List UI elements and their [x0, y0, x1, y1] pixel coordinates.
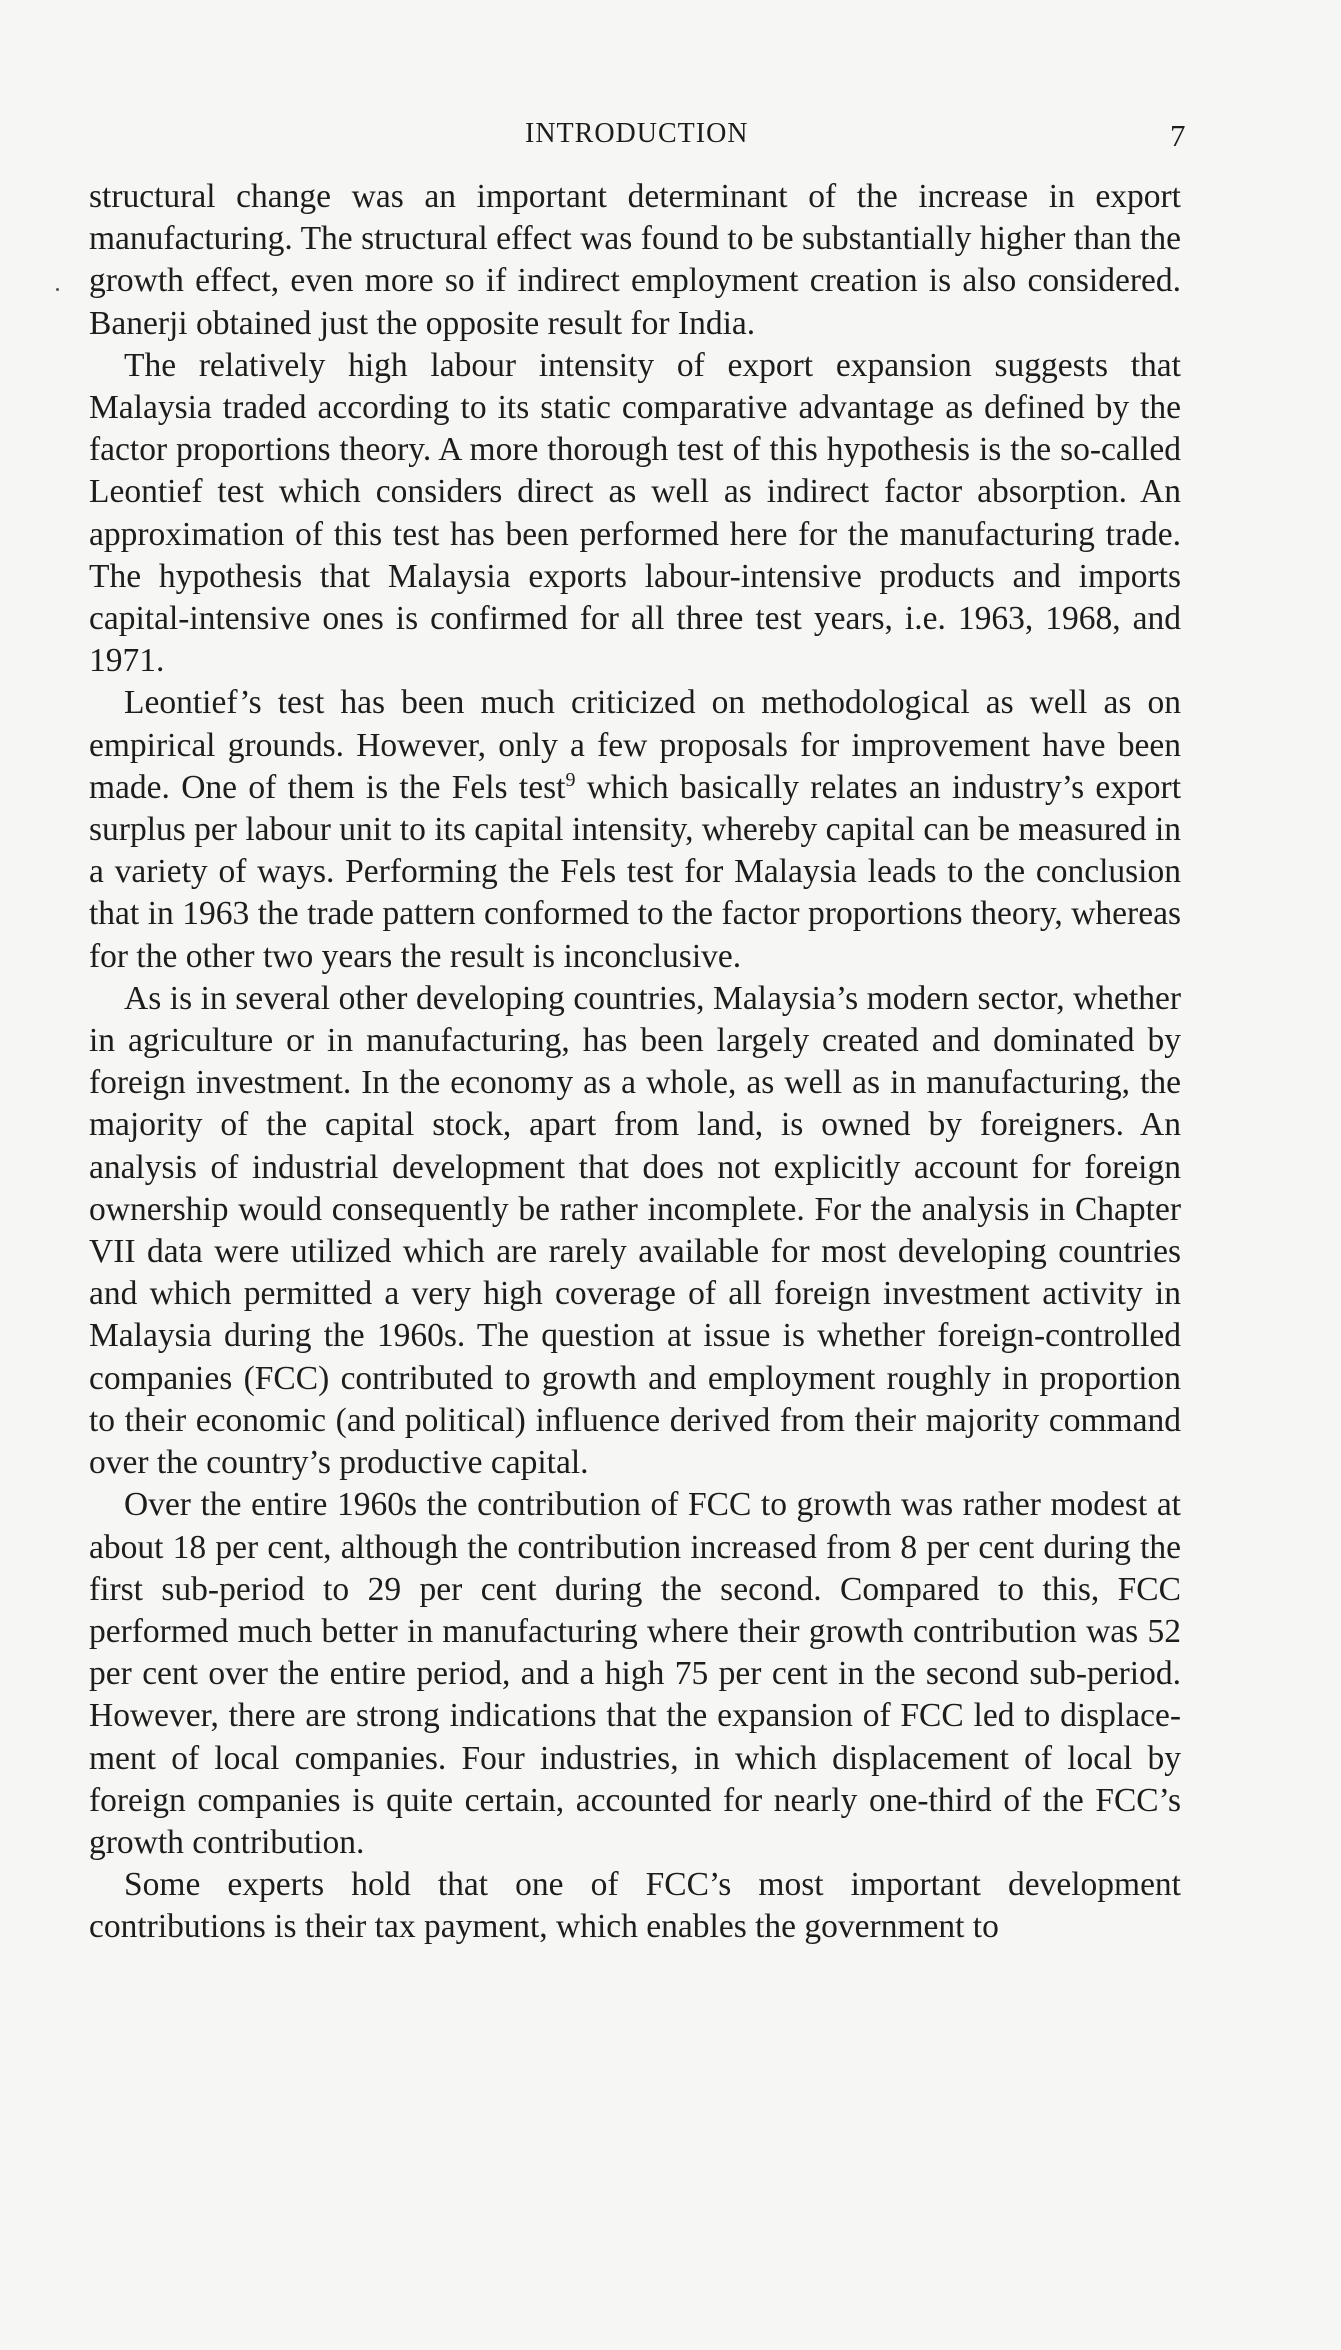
chapter-title: INTRODUCTION: [525, 118, 749, 149]
footnote-marker: 9: [565, 768, 576, 791]
paragraph-structural-change: structural change was an important determinant of the increase in export manufacturing. The structural effect was found to be substantially higher than the growth effect, even more so if indirect employment creation is also considered. Banerji obtained just the opposite result for India.: [89, 178, 1181, 342]
page-number: 7: [1170, 118, 1186, 153]
paragraph-labour-intensity: The relatively high labour intensity of export expansion suggests that Malaysia traded according to its static comparative advantage as defined by the factor proportions theory. A more thorough test of this hypothesis is the so-called Leontief test which considers direct as well as indirect factor absorption. An approximation of this test has been performed here for the manufacturing trade. The hypothesis that Malaysia exports labour-intensive products and imports capital-intensive ones is confirmed for all three test years, i.e. 1963, 1968, and 1971.: [89, 346, 1181, 680]
paragraph-text: Leontief’s test has been much criticized on methodological as well as on empirical grounds. However, only a few proposals for improvement have been made. One of them is the Fels test: [89, 684, 1181, 806]
stray-mark: [56, 288, 59, 291]
paragraph-tax-payment: Some experts hold that one of FCC’s most important development contributions is their tax payment, which enables the government to: [89, 1866, 1181, 1946]
paragraph-fcc-contribution: Over the entire 1960s the contribution of FCC to growth was rather modest at about 18 per cent, although the contribution increased from 8 per cent during the first sub-period to 29 per cent during the second. Compared to this, FCC performed much better in manufacturing where their growth contribution was 52 per cent over the entire period, and a high 75 per cent in the second sub-period. However, there are strong indications that the expansion of FCC led to displacement of local companies. Four industries, in which displacement of local by foreign companies is quite certain, accounted for nearly one-third of the FCC’s growth contribution.: [89, 1486, 1181, 1861]
body-text: [89, 176, 1181, 1949]
running-head: [0, 118, 1341, 158]
paragraph-leontief-test: [89, 682, 1181, 977]
paragraph-text: which basically relates an industry’s export surplus per labour unit to its capital intensity, whereby capital can be measured in a variety of ways. Performing the Fels test for Malaysia leads to the conclusion that in 1963 the trade pattern conformed to the factor proportions theory, whereas for the other two years the result is inconclusive.: [89, 768, 1181, 975]
paragraph-foreign-investment: As is in several other developing countries, Malaysia’s modern sector, whether in agriculture or in manufacturing, has been largely created and dominated by foreign investment. In the economy as a whole, as well as in manufacturing, the majority of the capital stock, apart from land, is owned by foreigners. An analysis of industrial development that does not explicitly account for foreign ownership would consequently be rather incomplete. For the analysis in Chapter VII data were utilized which are rarely available for most developing countries and which permitted a very high coverage of all foreign investment activity in Malaysia during the 1960s. The question at issue is whether foreign-controlled companies (FCC) contributed to growth and employment roughly in proportion to their economic (and political) influence derived from their majority command over the country’s productive capital.: [89, 979, 1181, 1482]
